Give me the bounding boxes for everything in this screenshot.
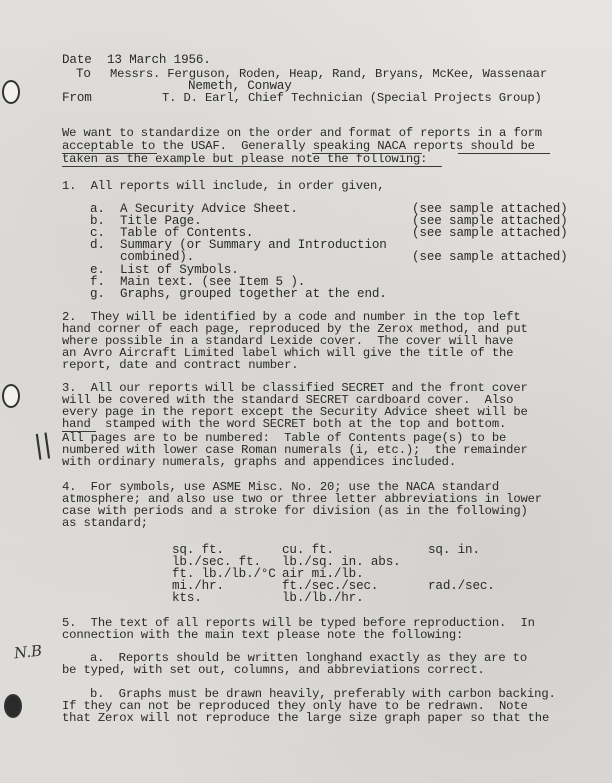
punch-hole-bottom	[4, 694, 22, 718]
section5-line-1: 5. The text of all reports will be typed before reproduction. In	[62, 616, 535, 630]
to-recipients-line2: Nemeth, Conway	[188, 79, 292, 93]
item-a-letter: a.	[90, 202, 105, 216]
item-a-note: (see sample attached)	[412, 202, 568, 216]
abbr-r2-c1: lb./sec. ft.	[172, 555, 261, 569]
item-d-text: Summary (or Summary and Introduction	[120, 238, 387, 252]
section3-line-6: numbered with lower case Roman numerals (i, etc.); the remainder	[62, 443, 528, 457]
section3-line-7: with ordinary numerals, graphs and appendices included.	[62, 455, 457, 469]
abbr-r3-c1: ft. lb./lb./°C	[172, 567, 276, 581]
abbr-r3-c2: air mi./lb.	[282, 567, 364, 581]
item-d-text-cont: combined).	[120, 250, 195, 264]
item-c-letter: c.	[90, 226, 105, 240]
item-e-text: List of Symbols.	[120, 263, 239, 277]
section2-line-3: where possible in a standard Lexide cover. The cover will have	[62, 334, 514, 348]
abbr-r4-c2: ft./sec./sec.	[282, 579, 379, 593]
section5-b-line-2: If they can not be reproduced they only have to be redrawn. Note	[62, 699, 528, 713]
section4-line-3: case with periods and a stroke for division (as in the following)	[62, 504, 528, 518]
section3-line-2: will be covered with the standard SECRET cardboard cover. Also	[62, 393, 514, 407]
item-f-text: Main text. (see Item 5 ).	[120, 275, 306, 289]
intro-line-2: acceptable to the USAF. Generally speaking NACA reports should be	[62, 139, 535, 153]
section2-line-5: report, date and contract number.	[62, 358, 299, 372]
section3-line-3: every page in the report except the Security Advice sheet will be	[62, 405, 528, 419]
abbr-r1-c2: cu. ft.	[282, 543, 334, 557]
intro-line-3: taken as the example but please note the following:	[62, 152, 428, 166]
underline-should-be	[458, 153, 550, 154]
section2-line-1: 2. They will be identified by a code and number in the top left	[62, 310, 521, 324]
punch-hole-middle	[2, 384, 20, 408]
abbr-r4-c3: rad./sec.	[428, 579, 495, 593]
section4-line-1: 4. For symbols, use ASME Misc. No. 20; use the NACA standard	[62, 480, 499, 494]
item-b-letter: b.	[90, 214, 105, 228]
to-recipients-line1: Messrs. Ferguson, Roden, Heap, Rand, Bryans, McKee, Wassenaar	[110, 67, 547, 81]
abbr-r1-c3: sq. in.	[428, 543, 480, 557]
item-a-text: A Security Advice Sheet.	[120, 202, 298, 216]
intro-line-1: We want to standardize on the order and format of reports in a form	[62, 126, 542, 140]
item-g-text: Graphs, grouped together at the end.	[120, 287, 387, 301]
item-e-letter: e.	[90, 263, 105, 277]
abbr-r5-c1: kts.	[172, 591, 202, 605]
item-b-note: (see sample attached)	[412, 214, 568, 228]
date-value: 13 March 1956.	[107, 53, 211, 67]
section3-line-4: hand stamped with the word SECRET both at the top and bottom.	[62, 417, 507, 431]
section2-line-4: an Avro Aircraft Limited label which will give the title of the	[62, 346, 514, 360]
underline-usaf	[62, 153, 157, 154]
abbr-r2-c2: lb./sq. in. abs.	[282, 555, 401, 569]
item-g-letter: g.	[90, 287, 105, 301]
to-label: To	[76, 67, 91, 81]
abbr-r4-c1: mi./hr.	[172, 579, 224, 593]
item-f-letter: f.	[90, 275, 105, 289]
section5-line-2: connection with the main text please note the following:	[62, 628, 464, 642]
abbr-r5-c2: lb./lb./hr.	[282, 591, 364, 605]
item-c-text: Table of Contents.	[120, 226, 254, 240]
section5-a-line-2: be typed, with set out, columns, and abbreviations correct.	[62, 663, 485, 677]
item-b-text: Title Page.	[120, 214, 202, 228]
section5-b-line-3: that Zerox will not reproduce the large size graph paper so that the	[62, 711, 550, 725]
section4-line-4: as standard;	[62, 516, 148, 530]
from-label: From	[62, 91, 92, 105]
date-label: Date	[62, 53, 92, 67]
underline-naca	[312, 153, 422, 154]
section4-line-2: atmosphere; and also use two or three letter abbreviations in lower	[62, 492, 542, 506]
margin-double-bar: ||	[31, 428, 54, 462]
punch-hole-top	[2, 80, 20, 104]
section2-line-2: hand corner of each page, reproduced by the Zerox method, and put	[62, 322, 528, 336]
abbr-r1-c1: sq. ft.	[172, 543, 224, 557]
item-d-letter: d.	[90, 238, 105, 252]
section3-line-5: All pages are to be numbered: Table of Contents page(s) to be	[62, 431, 507, 445]
underline-example	[62, 166, 442, 167]
item-c-note: (see sample attached)	[412, 226, 568, 240]
from-value: T. D. Earl, Chief Technician (Special Projects Group)	[162, 91, 542, 105]
section3-line-1: 3. All our reports will be classified SECRET and the front cover	[62, 381, 528, 395]
section5-b-line-1: b. Graphs must be drawn heavily, preferably with carbon backing.	[90, 687, 556, 701]
margin-note-nb: N.B	[13, 641, 43, 663]
section5-a-line-1: a. Reports should be written longhand exactly as they are to	[90, 651, 527, 665]
item-d-note: (see sample attached)	[412, 250, 568, 264]
section1-heading: 1. All reports will include, in order given,	[62, 179, 385, 193]
